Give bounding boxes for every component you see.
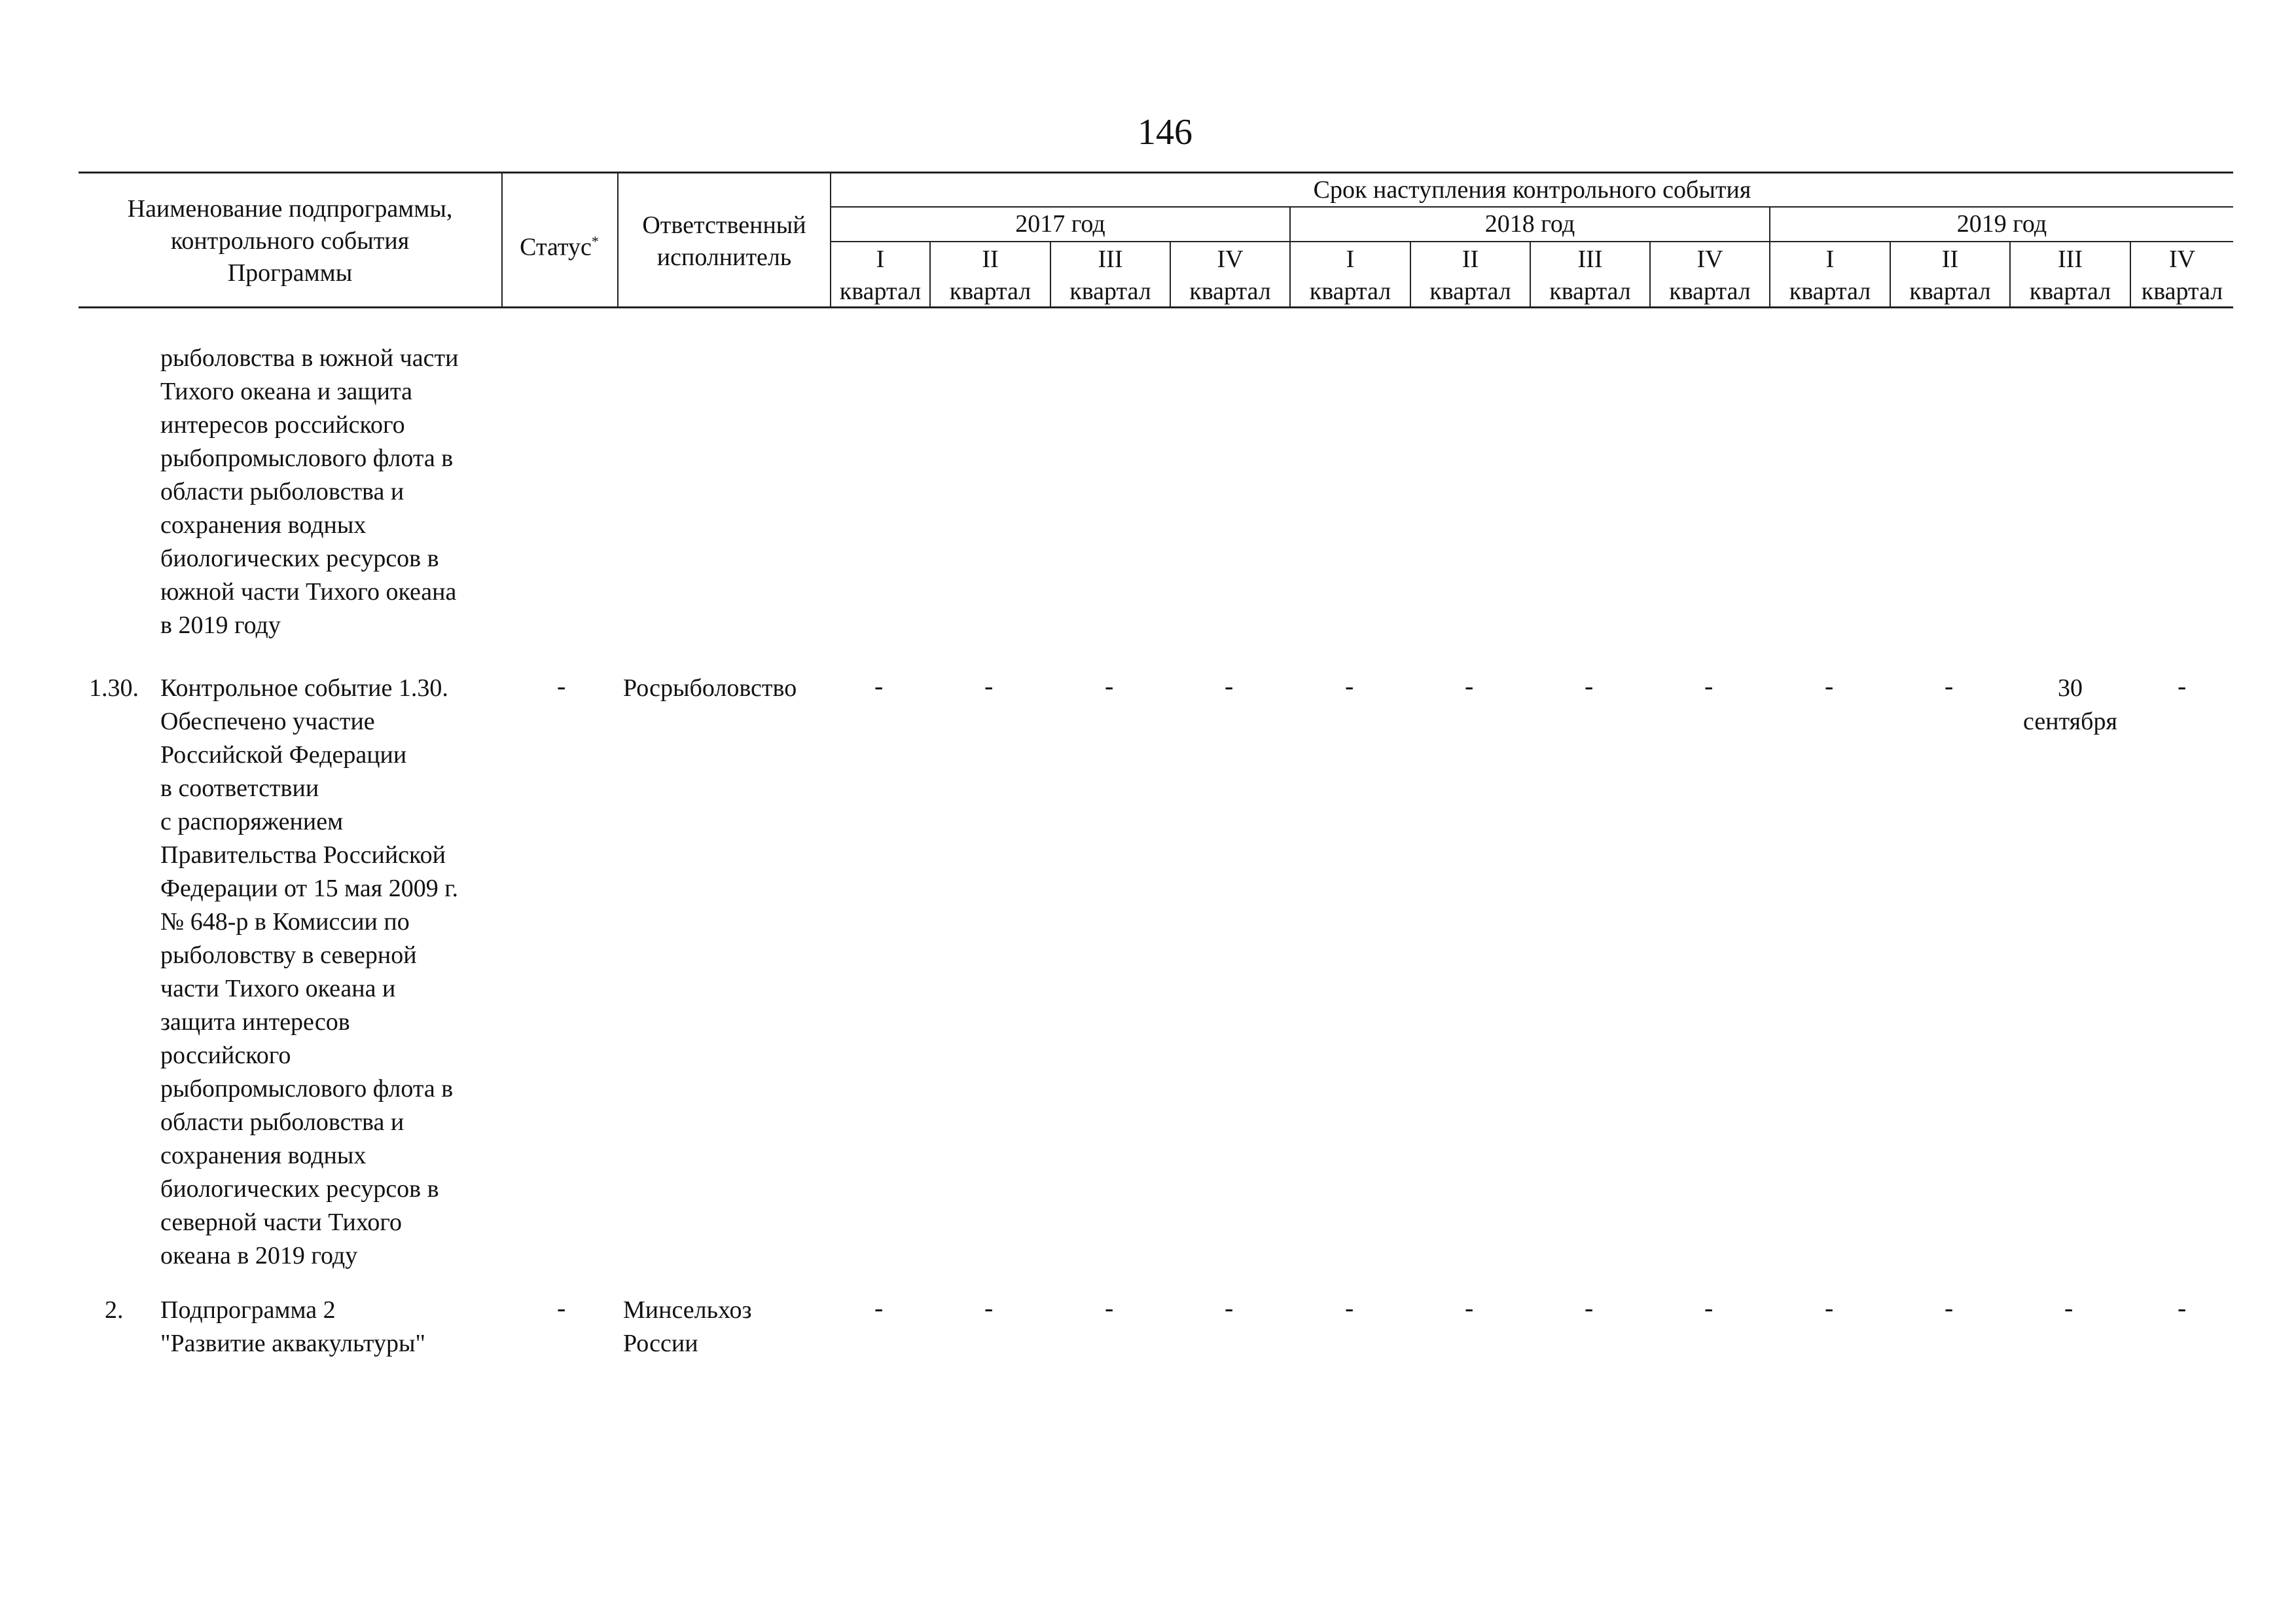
- quarter-value: -: [1704, 1293, 1713, 1322]
- row-executor: Росрыболовство: [623, 674, 797, 702]
- quarter-word: квартал: [1909, 278, 1991, 305]
- header-year-2017: 2017 год: [1015, 210, 1105, 238]
- quarter-word: квартал: [2141, 278, 2223, 305]
- quarter-value: -: [1465, 1293, 1474, 1322]
- quarter-word: квартал: [1549, 278, 1631, 305]
- quarter-roman: II: [1941, 246, 1959, 273]
- quarter-value: -: [1105, 671, 1114, 701]
- row-name: Контрольное событие 1.30. Обеспечено участие Российской Федерации в соответствии с распоряжением Правительства Российской Федерации от 15 мая 2009 г. № 648-р в Комиссии по рыболовству в северной части Тихого океана и защита интересов российского рыбопромыслового флота в области рыболовства и сохранения водных биологических ресурсов в северной части Тихого океана в 2019 году: [160, 674, 458, 1269]
- quarter-value: -: [1825, 671, 1834, 701]
- quarter-value: -: [2064, 1293, 2073, 1322]
- quarter-word: квартал: [1069, 278, 1151, 305]
- row-status: -: [557, 671, 566, 701]
- quarter-word: квартал: [949, 278, 1031, 305]
- quarter-roman: I: [1825, 246, 1835, 273]
- status-footnote-mark: *: [591, 233, 599, 249]
- quarter-value: -: [1105, 1293, 1114, 1322]
- quarter-value: -: [2178, 1293, 2187, 1322]
- header-executor-line-1: Ответственный: [642, 211, 806, 239]
- quarter-value: -: [1825, 1293, 1834, 1322]
- quarter-word: квартал: [1429, 278, 1511, 305]
- quarter-value: -: [1345, 1293, 1354, 1322]
- header-status: Статус: [520, 233, 592, 261]
- quarter-word: квартал: [1669, 278, 1751, 305]
- header-name-line-3: Программы: [227, 259, 353, 287]
- quarter-value: -: [1945, 1293, 1954, 1322]
- quarter-roman: III: [1577, 246, 1603, 273]
- quarter-word: квартал: [2029, 278, 2111, 305]
- header-name-line-1: Наименование подпрограммы,: [127, 195, 453, 223]
- quarter-roman: III: [1098, 246, 1123, 273]
- quarter-roman: II: [982, 246, 999, 273]
- header-timeline-title: Срок наступления контрольного события: [1313, 176, 1751, 204]
- quarter-value: -: [1704, 671, 1713, 701]
- row-number: 2.: [105, 1296, 124, 1324]
- quarter-value: -: [1225, 671, 1234, 701]
- quarter-roman: I: [876, 246, 885, 273]
- quarter-value-date: 30 сентября: [2023, 674, 2117, 735]
- quarter-value: -: [1345, 671, 1354, 701]
- row-name: Подпрограмма 2 "Развитие аквакультуры": [160, 1296, 425, 1357]
- quarter-roman: IV: [2168, 246, 2196, 273]
- quarter-value: -: [1225, 1293, 1234, 1322]
- row-number: 1.30.: [89, 674, 139, 702]
- header-name-line-2: контрольного события: [170, 227, 410, 255]
- quarter-value: -: [1465, 671, 1474, 701]
- quarter-value: -: [2178, 671, 2187, 701]
- quarter-roman: IV: [1217, 246, 1244, 273]
- header-year-2019: 2019 год: [1956, 210, 2047, 238]
- quarter-roman: I: [1346, 246, 1355, 273]
- quarter-roman: IV: [1696, 246, 1723, 273]
- header-year-2018: 2018 год: [1484, 210, 1575, 238]
- row-status: -: [557, 1293, 566, 1322]
- quarter-word: квартал: [1789, 278, 1871, 305]
- quarter-value: -: [874, 1293, 884, 1322]
- quarter-value: -: [1945, 671, 1954, 701]
- row-name: рыболовства в южной части Тихого океана и защита интересов российского рыбопромыслового флота в области рыболовства и сохранения водных биологических ресурсов в южной части Тихого океана в 2019 году: [160, 344, 459, 639]
- page-number: 146: [1138, 112, 1193, 153]
- quarter-word: квартал: [1189, 278, 1271, 305]
- quarter-roman: III: [2058, 246, 2083, 273]
- quarter-value: -: [874, 671, 884, 701]
- quarter-value: -: [1585, 671, 1594, 701]
- quarter-value: -: [1585, 1293, 1594, 1322]
- quarter-value: -: [984, 671, 994, 701]
- quarter-roman: II: [1462, 246, 1479, 273]
- header-executor-line-2: исполнитель: [656, 244, 792, 271]
- quarter-word: квартал: [1309, 278, 1391, 305]
- quarter-value: -: [984, 1293, 994, 1322]
- quarter-word: квартал: [839, 278, 922, 305]
- row-executor: Минсельхоз России: [623, 1296, 752, 1357]
